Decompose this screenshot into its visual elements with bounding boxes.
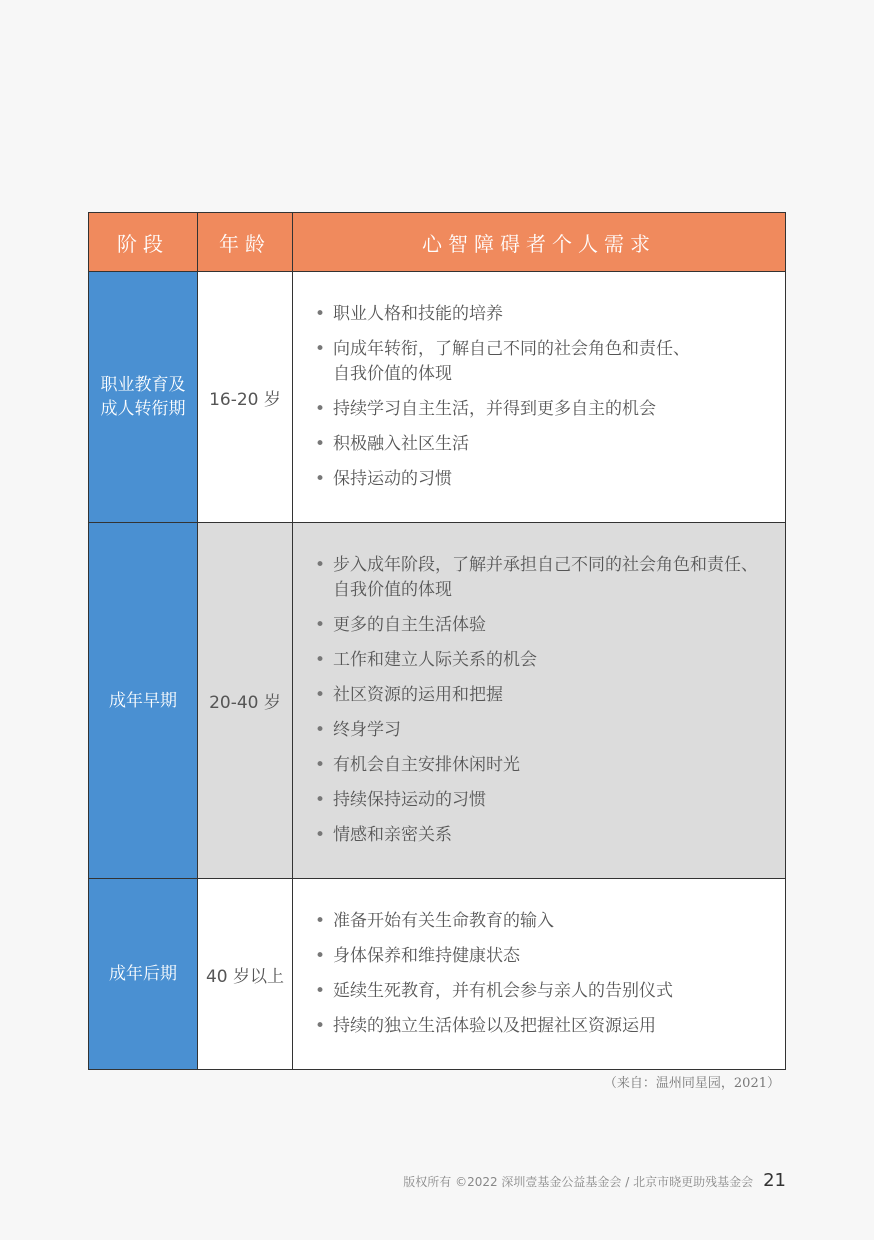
table-header-row [89, 213, 786, 272]
need-item: • 职业人格和技能的培养 [315, 302, 785, 327]
need-item: • 持续保持运动的习惯 [315, 788, 785, 813]
need-item: • 更多的自主生活体验 [315, 613, 785, 638]
age-cell: 40 岁以上 [198, 879, 293, 1070]
need-item: • 工作和建立人际关系的机会 [315, 648, 785, 673]
stage-label: 成年后期 [109, 964, 177, 984]
footer [403, 1170, 786, 1191]
needs-cell [293, 272, 786, 523]
header-needs: 心智障碍者个人需求 [293, 213, 786, 272]
needs-list [293, 272, 785, 522]
stage-cell [89, 523, 198, 879]
age-cell: 16-20 岁 [198, 272, 293, 523]
need-item: • 积极融入社区生活 [315, 432, 785, 457]
table-row [89, 272, 786, 523]
page-number: 21 [763, 1170, 786, 1191]
source-note: （来自：温州同星园，2021） [603, 1076, 780, 1091]
need-item: • 向成年转衔，了解自己不同的社会角色和责任、 自我价值的体现 [315, 337, 785, 387]
need-item: • 情感和亲密关系 [315, 823, 785, 848]
need-item: • 准备开始有关生命教育的输入 [315, 909, 785, 934]
need-item: • 社区资源的运用和把握 [315, 683, 785, 708]
table-row [89, 523, 786, 879]
need-item: • 持续学习自主生活，并得到更多自主的机会 [315, 397, 785, 422]
need-item: • 终身学习 [315, 718, 785, 743]
need-item: • 持续的独立生活体验以及把握社区资源运用 [315, 1014, 785, 1039]
table-row [89, 879, 786, 1070]
copyright-text: 版权所有 ©2022 深圳壹基金公益基金会 / 北京市晓更助残基金会 [403, 1175, 754, 1189]
stage-cell [89, 272, 198, 523]
header-stage: 阶段 [89, 213, 198, 272]
need-item: • 保持运动的习惯 [315, 467, 785, 492]
needs-list [293, 879, 785, 1069]
needs-table [88, 212, 786, 1070]
needs-cell [293, 523, 786, 879]
need-item: • 有机会自主安排休闲时光 [315, 753, 785, 778]
needs-cell [293, 879, 786, 1070]
stage-cell [89, 879, 198, 1070]
need-item: • 身体保养和维持健康状态 [315, 944, 785, 969]
need-item: • 延续生死教育，并有机会参与亲人的告别仪式 [315, 979, 785, 1004]
stage-label: 职业教育及成人转衔期 [100, 375, 186, 419]
age-cell: 20-40 岁 [198, 523, 293, 879]
needs-list [293, 523, 785, 878]
header-age: 年龄 [198, 213, 293, 272]
need-item: • 步入成年阶段，了解并承担自己不同的社会角色和责任、 自我价值的体现 [315, 553, 785, 603]
stage-label: 成年早期 [109, 690, 177, 711]
